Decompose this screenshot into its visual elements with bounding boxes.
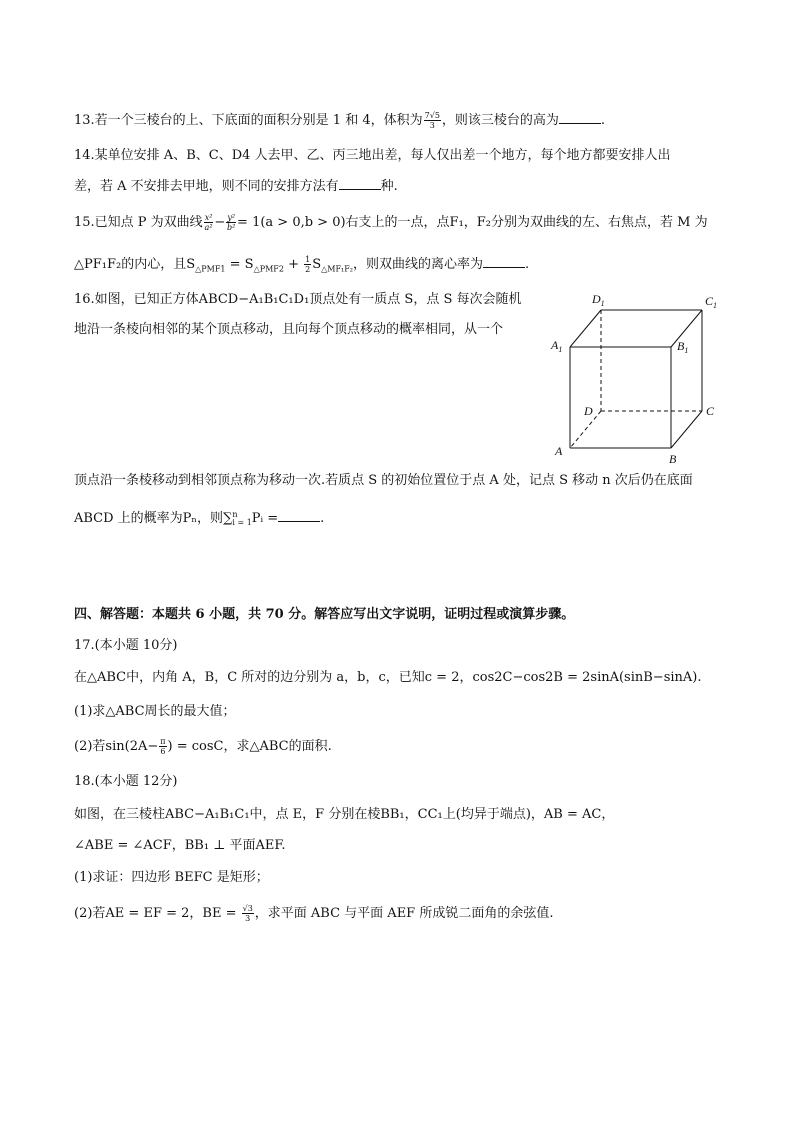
cube-edge — [671, 310, 702, 347]
frac-denominator: 3 — [429, 121, 435, 130]
answer-blank — [483, 255, 525, 268]
question-18-line-1: 如图，在三棱柱ABC−A₁B₁C₁中，点 E，F 分别在棱BB₁，CC₁上(均异于端点)，AB = AC， — [74, 807, 615, 822]
q15-text-d: = S — [225, 257, 254, 272]
frac-numerator: 7√5 — [424, 111, 440, 120]
question-17-line-2: (1)求△ABC周长的最大值； — [74, 704, 236, 719]
q14-text-a: 差，若 A 不安排去甲地，则不同的安排方法有 — [74, 179, 339, 194]
frac-denominator: a² — [204, 223, 213, 232]
q15-text-b: = 1(a > 0,b > 0)右支上的一点，点F₁，F₂分别为双曲线的左、右焦点，若 M 为 — [237, 215, 708, 230]
question-18-head: 18.(本小题 12分) — [74, 774, 178, 789]
question-14-line-2 — [74, 177, 398, 196]
q15-text-e: + — [283, 257, 304, 272]
label-D: D — [584, 404, 593, 418]
answer-blank — [559, 111, 601, 124]
cube-edge — [570, 310, 601, 347]
q15-text-f: S — [312, 257, 322, 272]
question-16-line-1: 16.如图，已知正方体ABCD−A₁B₁C₁D₁顶点处有一质点 S，点 S 每次会随机 — [74, 292, 522, 307]
q16-text-b: Pᵢ = — [251, 511, 279, 526]
frac-denominator: 6 — [160, 747, 166, 756]
question-18-line-4 — [74, 904, 553, 923]
question-17-line-1: 在△ABC中，内角 A，B，C 所对的边分别为 a，b，c，已知c = 2，cos2C−cos2B = 2sinA(sinB−sinA). — [74, 670, 702, 685]
q13-text-b: ，则该三棱台的高为 — [441, 113, 559, 128]
label-A1: $A_1$ — [551, 338, 563, 354]
cube-figure — [545, 285, 735, 470]
label-B: B — [669, 452, 677, 466]
x-over-a-fraction — [204, 213, 214, 232]
subscript: PMF1 — [201, 264, 226, 274]
q13-volume-fraction — [424, 111, 441, 130]
question-14-line-1: 14.某单位安排 A、B、C、D4 人去甲、乙、丙三地出差，每人仅出差一个地方，每个地方都要安排人出 — [74, 148, 671, 163]
frac-numerator: π — [160, 737, 166, 746]
label-C1: $C_1$ — [705, 294, 718, 310]
pi-over-6-fraction — [159, 737, 166, 756]
half-fraction — [304, 255, 311, 274]
q15-text-a: 15.已知点 P 为双曲线 — [74, 215, 203, 230]
cube-edge — [671, 411, 702, 448]
q17-text-b: ) = cosC，求△ABC的面积. — [167, 739, 332, 754]
question-15-line-2: △PF₁F₂的内心，且$S_{\triangle PMF1} = S_{\triangle PMF2}$ + $\frac{1}{2}$ $S_{\triangle MF_1F_2}$，则双曲线的离心率为 . — [74, 255, 530, 274]
answer-blank — [278, 509, 320, 522]
q13-text-a: 13.若一个三棱台的上、下底面的面积分别是 1 和 4，体积为 — [74, 113, 423, 128]
sqrt3-over-3-fraction — [242, 904, 254, 923]
frac-denominator: 2 — [305, 265, 311, 274]
question-13: 13.若一个三棱台的上、下底面的面积分别是 1 和 4，体积为 $\frac{7√5}{3}$ ，则该三棱台的高为 . — [74, 111, 606, 130]
section-4-heading: 四、解答题：本题共 6 小题，共 70 分。解答应写出文字说明，证明过程或演算步骤。 — [74, 607, 575, 622]
q17-text-a: (2)若sin(2A− — [74, 739, 159, 754]
q15-text-g: ，则双曲线的离心率为 — [353, 257, 484, 272]
frac-numerator: y² — [227, 213, 236, 222]
q18-text-b: ，求平面 ABC 与平面 AEF 所成锐二面角的余弦值. — [254, 906, 554, 921]
answer-blank — [339, 177, 381, 190]
q15-text-c: △PF₁F₂的内心，且S — [74, 257, 196, 272]
subscript: MF₁F₂ — [327, 264, 353, 274]
frac-denominator: 3 — [245, 914, 251, 923]
label-C: C — [706, 404, 715, 418]
sum-symbol: ∑ — [223, 511, 233, 526]
subscript: PMF2 — [259, 264, 284, 274]
label-D1: $D_1$ — [592, 292, 605, 308]
q14-text-b: 种. — [380, 179, 398, 194]
q16-text-a: ABCD 上的概率为Pₙ，则 — [74, 511, 224, 526]
question-16-line-2: 地沿一条棱向相邻的某个顶点移动，且向每个顶点移动的概率相同，从一个 — [74, 322, 504, 337]
question-16-line-3: 顶点沿一条棱移动到相邻顶点称为移动一次.若质点 S 的初始位置位于点 A 处，记点 S 移动 n 次后仍在底面 — [74, 473, 693, 488]
sum-lower: i = 1 — [232, 517, 252, 527]
label-A: A — [555, 444, 563, 458]
frac-numerator: x² — [204, 213, 213, 222]
frac-numerator: 1 — [305, 255, 311, 264]
question-15-line-1: 15.已知点 P 为双曲线 $\frac{\text{x²}}{\text{a²}}$ − $\frac{\text{y²}}{\text{b²}}$ = 1(a > 0,b > 0)右支上的一点，点F₁，F₂分别为双曲线的左、右焦点，若 M 为 — [74, 213, 708, 232]
question-18-line-3: (1)求证：四边形 BEFC 是矩形； — [74, 870, 269, 885]
label-B1: $B_1$ — [677, 339, 689, 355]
question-17-line-3 — [74, 737, 332, 756]
question-17-head: 17.(本小题 10分) — [74, 638, 178, 653]
y-over-b-fraction — [226, 213, 236, 232]
question-16-line-4: ABCD 上的概率为Pₙ，则∑ n i = 1 Pᵢ = . — [74, 509, 325, 527]
frac-denominator: b² — [227, 223, 236, 232]
q18-text-a: (2)若AE = EF = 2，BE = — [74, 906, 241, 921]
question-18-line-2: ∠ABE = ∠ACF，BB₁ ⊥ 平面AEF. — [74, 838, 286, 853]
sum-upper: n — [232, 509, 238, 519]
frac-numerator: √3 — [242, 904, 253, 913]
